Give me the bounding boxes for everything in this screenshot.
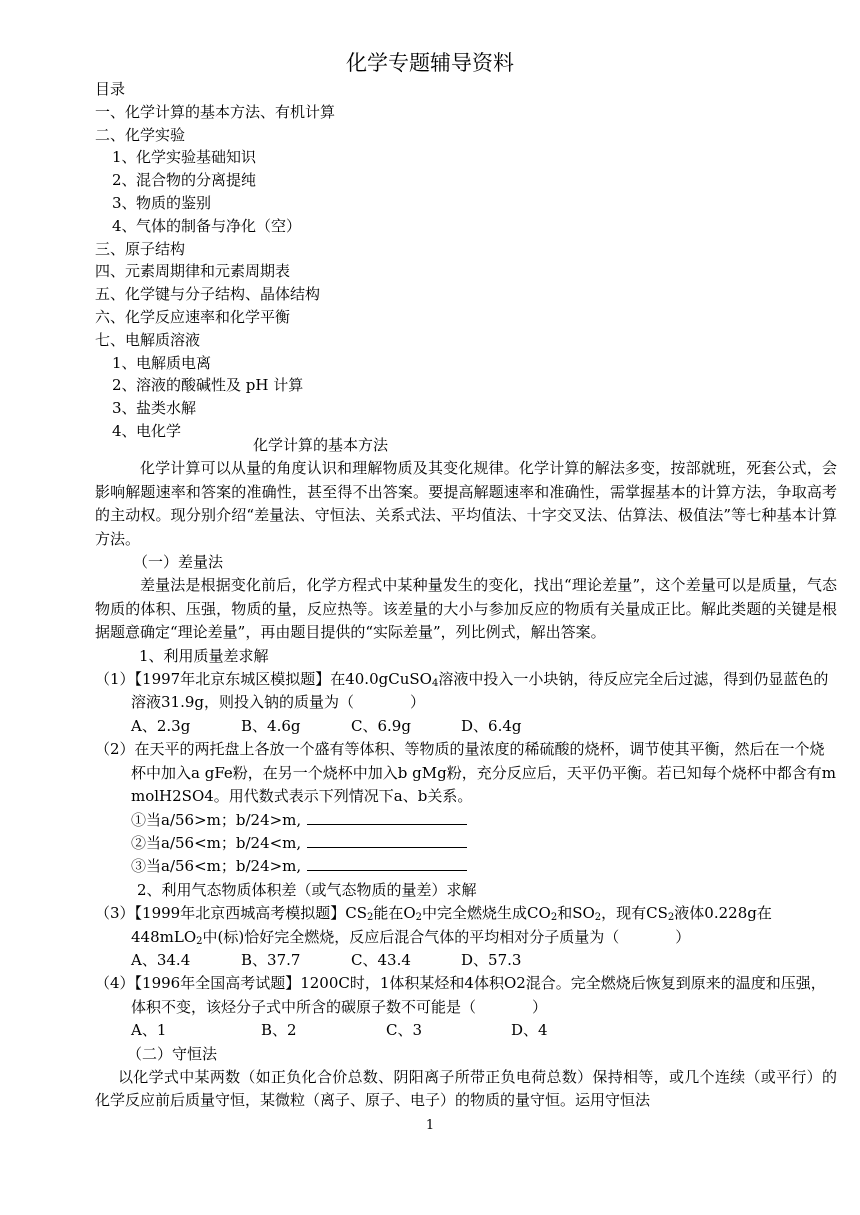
- subsection-heading: 2、利用气态物质体积差（或气态物质的量差）求解: [137, 880, 477, 899]
- page-number: 1: [425, 1118, 435, 1133]
- question-2-case: ②当a/56<m；b/24<m,: [95, 832, 837, 855]
- toc-item: 七、电解质溶液: [95, 330, 201, 349]
- intro-paragraph: 化学计算可以从量的角度认识和理解物质及其变化规律。化学计算的解法多变，按部就班，死套公式，会影响解题速率和答案的准确性，甚至得不出答案。要提高解题速率和准确性，需掌握基本的计算方法，争取高考的主动权。现分别介绍“差量法、守恒法、关系式法、平均值法、十字交叉法、估算法、极值法”等七种基本计算方法。: [95, 459, 837, 548]
- question-3-options: [95, 949, 837, 972]
- toc-subitem: 4、气体的制备与净化（空）: [112, 216, 302, 235]
- question-2-case: ①当a/56>m；b/24>m,: [95, 809, 837, 832]
- option: D、4: [511, 1021, 548, 1040]
- answer-blank: [307, 856, 467, 871]
- question-1: （1）【1997年北京东城区模拟题】在40.0gCuSO$_4$溶液中投入一小块钠，待反应完全后过滤，得到仍显蓝色的溶液31.9g，则投入钠的质量为（ ）: [95, 670, 829, 712]
- toc-subitem: 3、盐类水解: [112, 399, 197, 418]
- toc-item: 一、化学计算的基本方法、有机计算: [95, 102, 336, 121]
- toc-item: 六、化学反应速率和化学平衡: [95, 307, 291, 326]
- option: C、6.9g: [351, 716, 411, 735]
- section-heading: 化学计算的基本方法: [253, 436, 389, 454]
- subsection-heading: 1、利用质量差求解: [139, 646, 269, 665]
- toc-subitem: 1、电解质电离: [112, 353, 212, 372]
- method-heading: （二）守恒法: [127, 1044, 218, 1063]
- method-paragraph: 以化学式中某两数（如正负化合价总数、阴阳离子所带正负电荷总数）保持相等，或几个连续（或平行）的化学反应前后质量守恒，某微粒（离子、原子、电子）的物质的量守恒。运用守恒法: [95, 1067, 837, 1110]
- option: B、2: [261, 1021, 297, 1040]
- toc-item: 四、元素周期律和元素周期表: [95, 262, 291, 281]
- option: B、37.7: [241, 950, 301, 969]
- document-title: 化学专题辅导资料: [346, 51, 514, 75]
- question-1-options: [95, 715, 837, 738]
- question-2: （2）在天平的两托盘上各放一个盛有等体积、等物质的量浓度的稀硫酸的烧杯，调节使其平衡，然后在一个烧杯中加入a gFe粉，在另一个烧杯中加入b gMg粉，充分反应后，天平仍平衡。若已知每个烧杯中都含有m molH2SO4。用代数式表示下列情况下a、b关系。: [95, 740, 836, 806]
- answer-blank: [307, 833, 467, 848]
- question-3: （3）【1999年北京西城高考模拟题】$CS_2$能在$O_2$中完全燃烧生成$CO_2$和$SO_2$，现有$CS_2$液体0.228g在448mLO$_2$中(标)恰好完全燃烧，反应后混合气体的平均相对分子质量为（ ）: [95, 904, 772, 947]
- question-4: （4）【1996年全国高考试题】1200C时，1体积某烃和4体积O2混合。完全燃烧后恢复到原来的温度和压强，体积不变，该烃分子式中所含的碳原子数不可能是（ ）: [95, 974, 826, 1016]
- table-of-contents: [95, 78, 835, 443]
- option: C、3: [386, 1021, 423, 1040]
- option: A、1: [131, 1021, 167, 1040]
- option: A、34.4: [131, 950, 191, 969]
- option: A、2.3g: [131, 716, 191, 735]
- toc-heading: 目录: [95, 80, 126, 98]
- answer-blank: [307, 810, 467, 825]
- option: C、43.4: [351, 950, 411, 969]
- option: D、57.3: [461, 950, 522, 969]
- toc-item: 五、化学键与分子结构、晶体结构: [95, 285, 321, 304]
- section-body: [95, 434, 837, 1113]
- question-2-case: ③当a/56<m；b/24>m,: [95, 855, 837, 878]
- toc-item: 三、原子结构: [95, 239, 186, 258]
- option: B、4.6g: [241, 716, 301, 735]
- toc-subitem: 2、混合物的分离提纯: [112, 171, 257, 190]
- option: D、6.4g: [461, 716, 522, 735]
- method-paragraph: 差量法是根据变化前后，化学方程式中某种量发生的变化，找出“理论差量”，这个差量可以是质量，气态物质的体积、压强，物质的量，反应热等。该差量的大小与参加反应的物质有关量成正比。解此类题的关键是根据题意确定“理论差量”，再由题目提供的“实际差量”，列比例式，解出答案。: [95, 576, 837, 642]
- toc-subitem: 2、溶液的酸碱性及 pH 计算: [112, 376, 304, 395]
- toc-item: 二、化学实验: [95, 125, 186, 144]
- toc-subitem: 1、化学实验基础知识: [112, 148, 257, 167]
- toc-subitem: 3、物质的鉴别: [112, 193, 212, 212]
- toc-subitem: 4、电化学: [112, 421, 182, 440]
- question-4-options: [95, 1019, 837, 1042]
- method-heading: （一）差量法: [133, 553, 224, 572]
